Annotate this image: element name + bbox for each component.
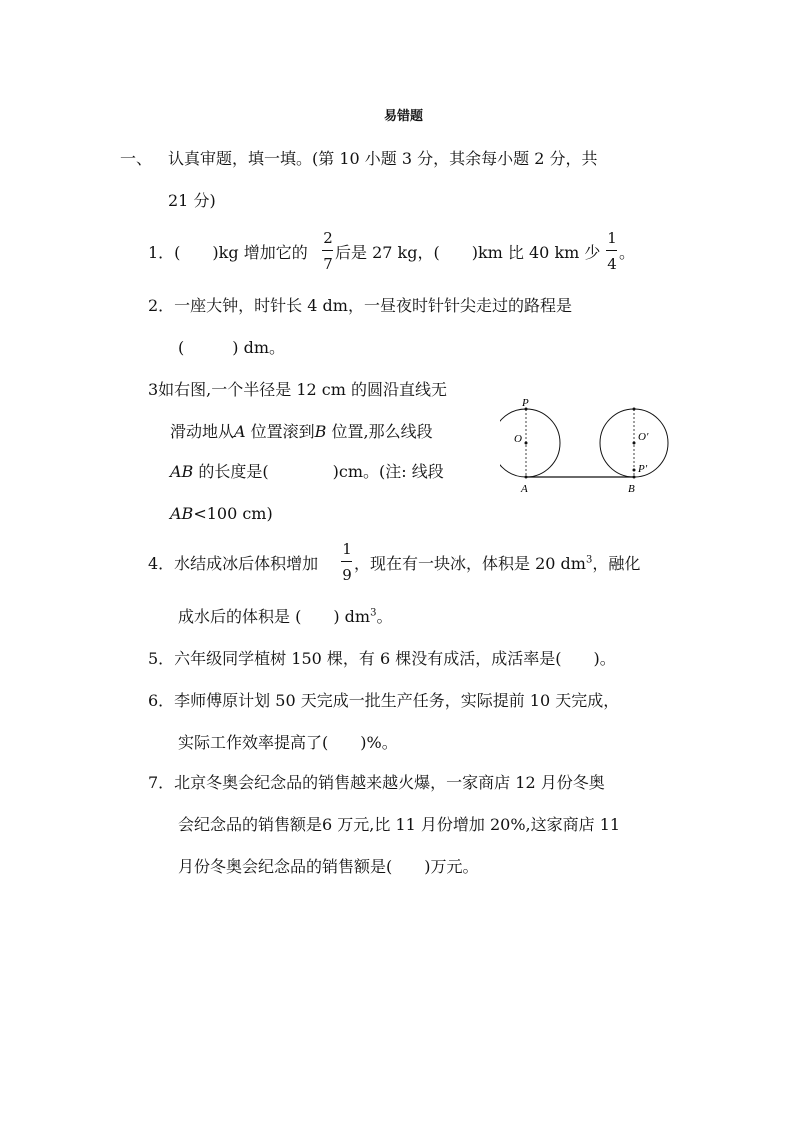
q4-line2 bbox=[178, 609, 392, 625]
q1-frac2-denominator: 4 bbox=[607, 255, 617, 273]
q2-line1: 2．一座大钟，时针长 4 dm，一昼夜时针针尖走过的路程是 bbox=[148, 296, 572, 315]
q6-line1: 6．李师傅原计划 50 天完成一批生产任务，实际提前 10 天完成， bbox=[148, 691, 620, 710]
q4-sup1: 3 bbox=[585, 554, 593, 566]
q4-sup2: 3 bbox=[370, 607, 377, 619]
q1-text-c: 。 bbox=[619, 243, 636, 262]
q4-frac-bar bbox=[341, 561, 352, 562]
page-title: 易错题 bbox=[384, 109, 424, 124]
q6-line2: 实际工作效率提高了( )%。 bbox=[178, 733, 398, 752]
q4-text-b bbox=[354, 556, 640, 572]
point-top-dot bbox=[633, 408, 636, 411]
q3-line2-b: 位置滚到 bbox=[245, 422, 315, 441]
q3-segment-ab: AB bbox=[170, 462, 194, 481]
label-p-prime: P′ bbox=[638, 463, 648, 475]
q7-line3: 月份冬奥会纪念品的销售额是( )万元。 bbox=[178, 857, 479, 876]
section-number: 一、 bbox=[120, 149, 153, 168]
q7-line1: 7．北京冬奥会纪念品的销售越来越火爆，一家商店 12 月份冬奥 bbox=[148, 773, 605, 792]
q3-line2-c: 位置,那么线段 bbox=[326, 422, 433, 441]
label-o-prime: O′ bbox=[638, 431, 649, 443]
q4-frac-numerator: 1 bbox=[342, 540, 352, 558]
q2-line2: ( ) dm。 bbox=[178, 338, 285, 357]
rolling-circle-figure bbox=[500, 395, 670, 500]
q3-line2-a: 滑动地从 bbox=[170, 422, 235, 441]
point-o-dot bbox=[525, 442, 528, 445]
q4-frac-denominator: 9 bbox=[342, 566, 352, 584]
q3-line3-rest: 的长度是( )cm。(注: 线段 bbox=[193, 462, 444, 481]
label-a: A bbox=[521, 483, 528, 495]
q4-text-a: 4．水结成冰后体积增加 bbox=[148, 554, 319, 573]
q3-line1: 3如右图,一个半径是 12 cm 的圆沿直线无 bbox=[148, 380, 448, 399]
q1-frac1-denominator: 7 bbox=[323, 255, 333, 273]
point-b-dot bbox=[633, 476, 636, 479]
label-b: B bbox=[628, 483, 635, 495]
q3-point-b: B bbox=[314, 422, 327, 441]
q4-text-b-main: ，现在有一块冰，体积是 20 dm bbox=[354, 554, 586, 573]
q1-frac1-bar bbox=[322, 250, 333, 251]
q3-point-a: A bbox=[234, 422, 246, 441]
q1-text-a: 1．( )kg 增加它的 bbox=[148, 243, 308, 262]
q4-text-c: ，融化 bbox=[592, 554, 641, 573]
q3-line4-rest: <100 cm) bbox=[193, 504, 273, 523]
q4-line2-main: 成水后的体积是 ( ) dm bbox=[178, 607, 371, 626]
section-heading: 认真审题，填一填。(第 10 小题 3 分，其余每小题 2 分，共 bbox=[168, 149, 598, 168]
label-o: O bbox=[514, 433, 522, 445]
question-5: 5．六年级同学植树 150 棵，有 6 棵没有成活，成活率是( )。 bbox=[148, 649, 616, 668]
q4-line2-end: 。 bbox=[376, 607, 393, 626]
label-p: P bbox=[522, 397, 529, 409]
q3-line4 bbox=[170, 506, 273, 522]
section-heading-cont: 21 分) bbox=[168, 191, 216, 210]
point-p-prime-dot bbox=[633, 469, 636, 472]
q1-frac2-numerator: 1 bbox=[607, 229, 617, 247]
q1-text-b: 后是 27 kg，( )km 比 40 km 少 bbox=[335, 243, 601, 262]
q3-line3 bbox=[170, 464, 444, 480]
q3-line2 bbox=[170, 424, 433, 440]
q7-line2: 会纪念品的销售额是6 万元,比 11 月份增加 20%,这家商店 11 bbox=[178, 815, 621, 834]
circle-o bbox=[500, 409, 560, 477]
q3-segment-ab-note: AB bbox=[170, 504, 194, 523]
q1-frac1-numerator: 2 bbox=[323, 229, 333, 247]
point-a-dot bbox=[525, 476, 528, 479]
point-o-prime-dot bbox=[633, 442, 636, 445]
q1-frac2-bar bbox=[606, 250, 617, 251]
